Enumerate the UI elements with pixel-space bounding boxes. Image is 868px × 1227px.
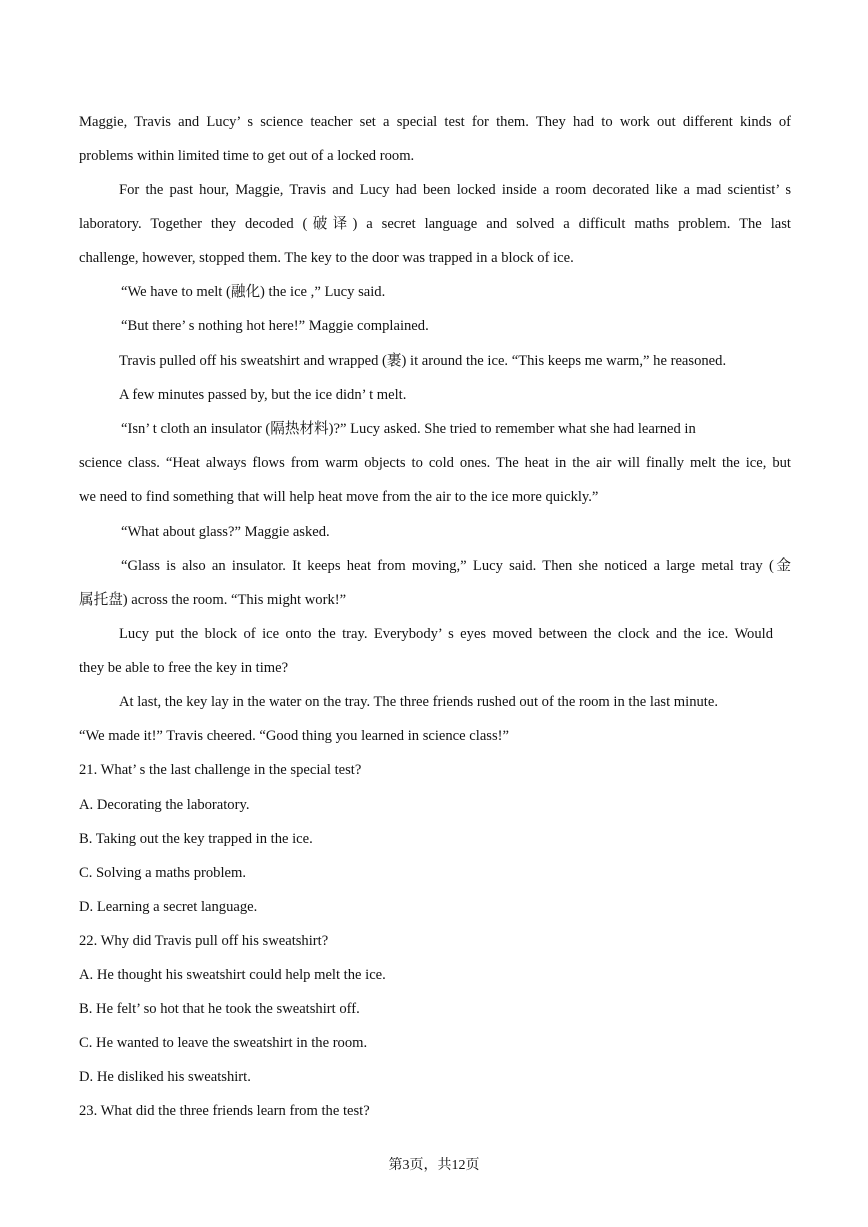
passage-line: laboratory. Together they decoded (破译) a secret language and solved a difficult maths problem. The last	[79, 216, 791, 232]
answer-option: B. He felt’ so hot that he took the sweatshirt off.	[79, 1001, 360, 1017]
passage-line: challenge, however, stopped them. The key to the door was trapped in a block of ice.	[79, 250, 574, 266]
passage-line: we need to find something that will help heat move from the air to the ice more quickly.”	[79, 489, 599, 505]
passage-line: science class. “Heat always flows from warm objects to cold ones. The heat in the air will finally melt the ice, but	[79, 455, 791, 471]
passage-line: “Glass is also an insulator. It keeps heat from moving,” Lucy said. Then she noticed a large metal tray (金	[121, 558, 791, 574]
passage-line: A few minutes passed by, but the ice didn’ t melt.	[119, 387, 407, 403]
answer-option: D. Learning a secret language.	[79, 899, 258, 915]
page-number: 第3页，共12页	[388, 1158, 480, 1173]
passage-line: At last, the key lay in the water on the tray. The three friends rushed out of the room in the last minute.	[119, 694, 718, 710]
question-stem: 21. What’ s the last challenge in the special test?	[79, 762, 362, 778]
question-stem: 23. What did the three friends learn from the test?	[79, 1103, 370, 1119]
passage-line: “But there’ s nothing hot here!” Maggie complained.	[121, 318, 429, 334]
passage-line: “What about glass?” Maggie asked.	[121, 524, 330, 540]
answer-option: B. Taking out the key trapped in the ice.	[79, 831, 313, 847]
passage-line: “We have to melt (融化) the ice ,” Lucy said.	[121, 284, 386, 300]
answer-option: D. He disliked his sweatshirt.	[79, 1069, 251, 1085]
answer-option: A. He thought his sweatshirt could help melt the ice.	[79, 967, 386, 983]
answer-option: C. Solving a maths problem.	[79, 865, 247, 881]
passage-line: Maggie, Travis and Lucy’ s science teacher set a special test for them. They had to work out different kinds of	[79, 114, 791, 130]
passage-line: 属托盘) across the room. “This might work!”	[79, 592, 347, 608]
passage-line: they be able to free the key in time?	[79, 660, 289, 676]
passage-line: For the past hour, Maggie, Travis and Lucy had been locked inside a room decorated like a mad scientist’ s	[119, 182, 791, 198]
passage-line: Travis pulled off his sweatshirt and wrapped (裹) it around the ice. “This keeps me warm,” he reasoned.	[119, 353, 727, 369]
passage-line: problems within limited time to get out of a locked room.	[79, 148, 415, 164]
answer-option: C. He wanted to leave the sweatshirt in the room.	[79, 1035, 368, 1051]
passage-line: “Isn’ t cloth an insulator (隔热材料)?” Lucy asked. She tried to remember what she had learned in	[121, 421, 696, 437]
question-stem: 22. Why did Travis pull off his sweatshirt?	[79, 933, 329, 949]
passage-line: Lucy put the block of ice onto the tray. Everybody’ s eyes moved between the clock and the ice. Would	[119, 626, 773, 642]
passage-line: “We made it!” Travis cheered. “Good thing you learned in science class!”	[79, 728, 509, 744]
answer-option: A. Decorating the laboratory.	[79, 797, 250, 813]
